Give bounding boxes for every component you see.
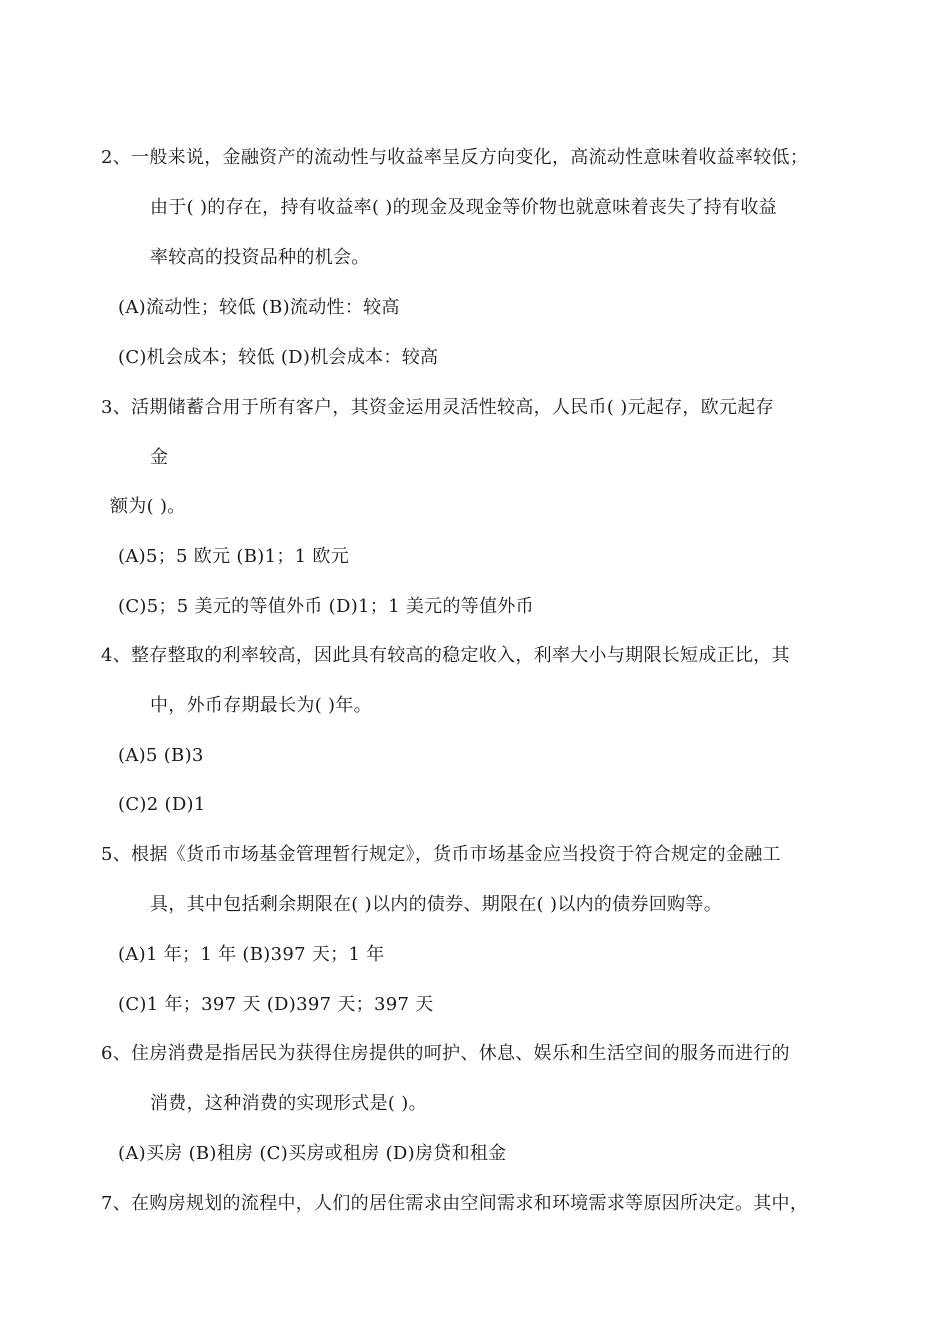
question-2-options-cd: (C)机会成本；较低 (D)机会成本：较高 — [118, 347, 439, 368]
question-4-line-1: 4、整存整取的利率较高，因此具有较高的稳定收入，利率大小与期限长短成正比，其 — [101, 645, 790, 666]
question-7-line-1: 7、在购房规划的流程中，人们的居住需求由空间需求和环境需求等原因所决定。其中， — [101, 1193, 809, 1214]
question-3-line-1: 3、活期储蓄合用于所有客户，其资金运用灵活性较高，人民币( )元起存，欧元起存 — [101, 397, 774, 418]
question-3-options-cd: (C)5；5 美元的等值外币 (D)1；1 美元的等值外币 — [118, 596, 534, 617]
question-5-options-cd: (C)1 年；397 天 (D)397 天；397 天 — [118, 994, 434, 1015]
question-3-line-3: 额为( )。 — [110, 496, 186, 517]
question-3-options-ab: (A)5；5 欧元 (B)1；1 欧元 — [118, 546, 349, 567]
question-2-line-2: 由于( )的存在，持有收益率( )的现金及现金等价物也就意味着丧失了持有收益 — [150, 197, 777, 218]
question-6-options: (A)买房 (B)租房 (C)买房或租房 (D)房贷和租金 — [118, 1143, 507, 1164]
question-2-line-1: 2、一般来说，金融资产的流动性与收益率呈反方向变化，高流动性意味着收益率较低； — [101, 147, 809, 168]
question-5-options-ab: (A)1 年；1 年 (B)397 天；1 年 — [118, 944, 385, 965]
question-2-line-3: 率较高的投资品种的机会。 — [150, 247, 370, 268]
question-3-line-2: 金 — [150, 447, 169, 468]
question-5-line-1: 5、根据《货币市场基金管理暂行规定》，货币市场基金应当投资于符合规定的金融工 — [101, 844, 781, 865]
question-2-options-ab: (A)流动性；较低 (B)流动性：较高 — [118, 297, 400, 318]
question-4-line-2: 中，外币存期最长为( )年。 — [150, 695, 372, 716]
question-4-options-ab: (A)5 (B)3 — [118, 745, 204, 766]
question-6-line-1: 6、住房消费是指居民为获得住房提供的呵护、休息、娱乐和生活空间的服务而进行的 — [101, 1043, 790, 1064]
question-6-line-2: 消费，这种消费的实现形式是( )。 — [150, 1093, 427, 1114]
question-5-line-2: 具，其中包括剩余期限在( )以内的债券、期限在( )以内的债券回购等。 — [150, 894, 723, 915]
question-4-options-cd: (C)2 (D)1 — [118, 794, 206, 815]
